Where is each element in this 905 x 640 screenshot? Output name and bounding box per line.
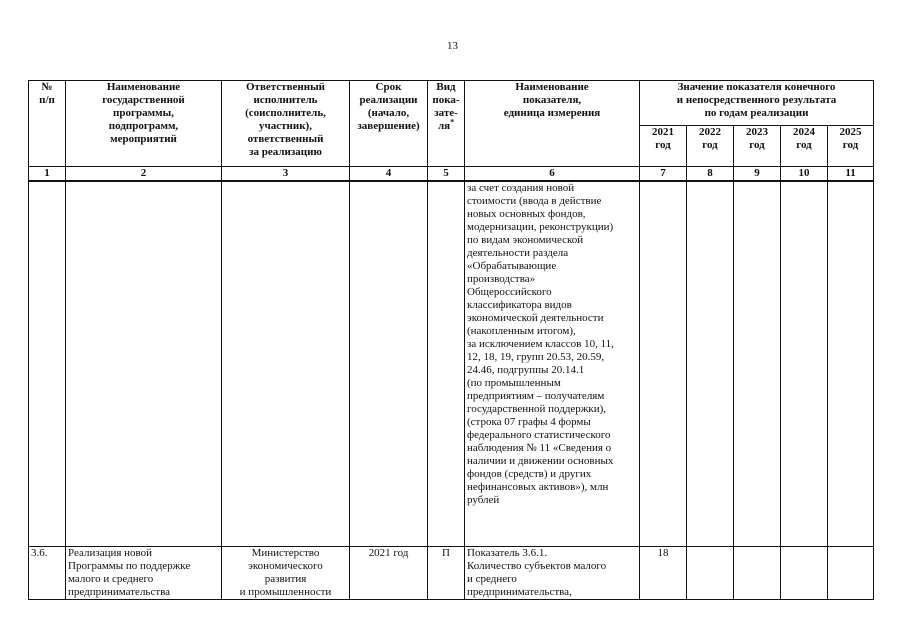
value-2023 [734,547,781,600]
value-2025 [828,547,874,600]
header-program-name: Наименование государственной программы, подпрограмм, мероприятий [66,81,222,167]
column-number: 9 [734,167,781,182]
footnote-mark: * [450,117,455,127]
table-cell [66,181,222,547]
header-term: Срок реализации (начало, завершение) [350,81,428,167]
table-cell [781,181,828,547]
table-cell [734,181,781,547]
indicator-type: П [428,547,465,600]
table-cell [687,181,734,547]
header-executor: Ответственный исполнитель (соисполнитель, участник), ответственный за реализацию [222,81,350,167]
table-cell [640,181,687,547]
indicator-name: Показатель 3.6.1. Количество субъектов малого и среднего предпринимательства, [465,547,640,600]
column-number: 6 [465,167,640,182]
table-cell [828,181,874,547]
header-year-2021: 2021 год [640,126,687,167]
column-number: 5 [428,167,465,182]
table-cell [29,181,66,547]
table-cell [350,181,428,547]
table-cell [222,181,350,547]
table-row-3-6 [29,547,874,600]
row-number: 3.6. [29,547,66,600]
header-year-2023: 2023 год [734,126,781,167]
column-number: 4 [350,167,428,182]
column-number: 1 [29,167,66,182]
column-number: 10 [781,167,828,182]
column-number: 11 [828,167,874,182]
header-values-group: Значение показателя конечного и непосредственного результата по годам реализации [640,81,874,126]
implementation-term: 2021 год [350,547,428,600]
header-year-2024: 2024 год [781,126,828,167]
header-year-2025: 2025 год [828,126,874,167]
header-year-2022: 2022 год [687,126,734,167]
column-number: 3 [222,167,350,182]
header-indicator-type-label: Вид пока- зате- ля [432,81,460,132]
column-number: 7 [640,167,687,182]
table-row-continued [29,181,874,547]
header-number: № п/п [29,81,66,167]
value-2022 [687,547,734,600]
column-number: 8 [687,167,734,182]
page-number: 13 [447,40,458,52]
header-indicator-type [428,81,465,167]
column-number: 2 [66,167,222,182]
indicators-table [28,80,874,600]
activity-name: Реализация новой Программы по поддержке малого и среднего предпринимательства [66,547,222,600]
value-2024 [781,547,828,600]
value-2021: 18 [640,547,687,600]
table-cell [428,181,465,547]
header-indicator-name: Наименование показателя, единица измерения [465,81,640,167]
indicator-text-continued: за счет создания новой стоимости (ввода в действие новых основных фондов, модернизации, реконструкции) по видам экономической деятельности раздела «Обрабатывающие производства» Общероссийского классификатора видов экономической деятельности (накопленным итогом), за исключением классов 10, 11, 12, 18, 19, групп 20.53, 20.59, 24.46, подгруппы 20.14.1 (по промышленным предприятиям – получателям государственной поддержки), (строка 07 графы 4 формы федерального статистического наблюдения № 11 «Сведения о наличии и движении основных фондов (средств) и других нефинансовых активов»), млн рублей [465,181,640,547]
responsible-executor: Министерство экономического развития и промышленности [222,547,350,600]
